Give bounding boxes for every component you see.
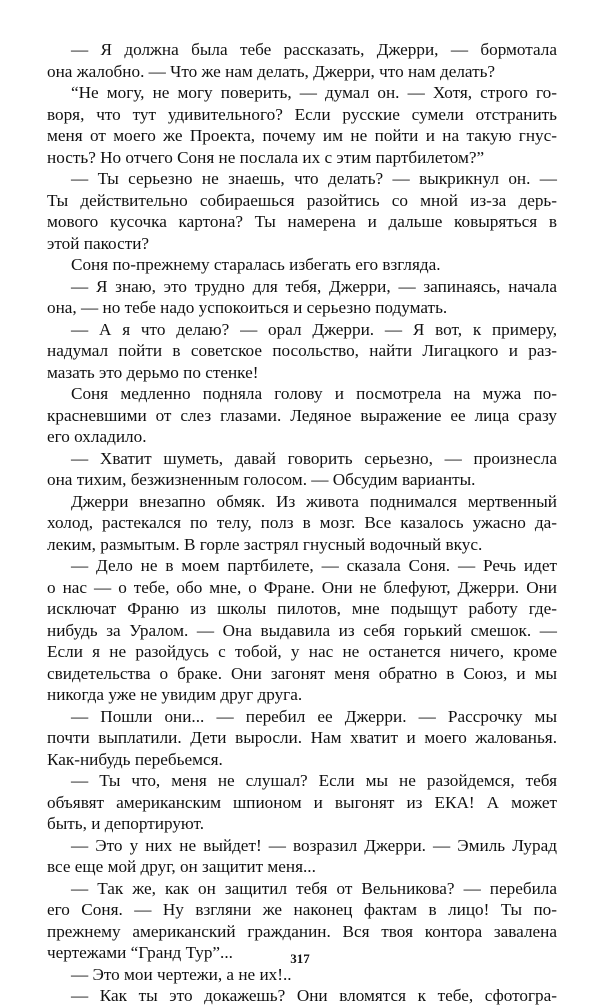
text-line: Ты действительно собираешься разойтись со мной из-за дерь- <box>47 190 557 210</box>
text-line: красневшими от слез глазами. Ледяное выражение ее лица сразу <box>47 405 557 425</box>
text-line: Как-нибудь перебьемся. <box>47 749 223 769</box>
text-line: свидетельства о браке. Они загонят меня обратно в Союз, и мы <box>47 663 557 683</box>
paragraph <box>47 39 557 82</box>
text-line: этой пакости? <box>47 233 150 253</box>
page-number: 317 <box>290 951 310 966</box>
text-line: объявят американским шпионом и выгонят из ЕКА! А может <box>47 792 557 812</box>
paragraph <box>47 835 557 878</box>
text-line: — Дело не в моем партбилете, — сказала Соня. — Речь идет <box>71 556 557 575</box>
paragraph <box>47 276 557 319</box>
text-line: леким, размытым. В горле застрял гнусный водочный вкус. <box>47 534 483 554</box>
paragraph <box>47 985 557 1007</box>
paragraph <box>47 770 557 835</box>
text-line: мазать это дерьмо по стенке! <box>47 362 259 382</box>
text-line: надумал пойти в советское посольство, найти Лигацкого и раз- <box>47 341 557 360</box>
text-line: никогда уже не увидим друг друга. <box>47 685 303 704</box>
text-line: все еще мой друг, он защитит меня... <box>47 857 316 876</box>
paragraph <box>47 254 557 276</box>
text-line: — Я должна была тебе рассказать, Джерри, — бормотала <box>71 40 557 59</box>
paragraph <box>47 319 557 384</box>
text-line: о нас — о тебе, обо мне, о Фране. Они не блефуют, Джерри. Они <box>47 577 557 597</box>
text-line: Если я не разойдусь с тобой, у нас не останется ничего, кроме <box>47 642 557 661</box>
text-line: — Это у них не выйдет! — возразил Джерри. — Эмиль Лурад <box>71 835 557 855</box>
page-text <box>47 39 557 1007</box>
text-line: — Как ты это докажешь? Они вломятся к тебе, сфотогра- <box>71 986 557 1005</box>
text-line: — Так же, как он защитил тебя от Вельникова? — перебила <box>71 878 557 898</box>
text-line: прежнему американский гражданин. Вся твоя контора завалена <box>47 921 557 941</box>
text-line: быть, и депортируют. <box>47 814 205 833</box>
text-line: Джерри внезапно обмяк. Из живота поднимался мертвенный <box>71 491 557 511</box>
text-line: почти выплатили. Дети выросли. Нам хватит и моего жалованья. <box>47 728 557 747</box>
text-line: Соня по-прежнему старалась избегать его взгляда. <box>71 255 441 274</box>
paragraph <box>47 491 557 556</box>
text-line: его охладило. <box>47 427 147 446</box>
paragraph <box>47 82 557 168</box>
paragraph <box>47 448 557 491</box>
text-line: — Я знаю, это трудно для тебя, Джерри, — запинаясь, начала <box>71 276 557 296</box>
text-line: она, — но тебе надо успокоиться и серьезно подумать. <box>47 298 448 317</box>
text-line: — Пошли они... — перебил ее Джерри. — Рассрочку мы <box>71 706 557 726</box>
paragraph <box>47 168 557 254</box>
text-line: — Ты серьезно не знаешь, что делать? — выкрикнул он. — <box>71 169 557 188</box>
text-line: холод, растекался по телу, полз в мозг. Все казалось ужасно да- <box>47 513 557 532</box>
text-line: меня от моего же Проекта, почему им не пойти и на такую гнус- <box>47 126 557 145</box>
book-page <box>47 39 557 1007</box>
text-line: “Не могу, не могу поверить, — думал он. — Хотя, строго го- <box>71 83 557 102</box>
text-line: исключат Франю из школы пилотов, мне подыщут работу где- <box>47 599 557 618</box>
text-line: мового кусочка картона? Ты намерена и дальше ковыряться в <box>47 212 557 231</box>
text-line: — Ты что, меня не слушал? Если мы не разойдемся, тебя <box>71 771 557 790</box>
text-line: — Это мои чертежи, а не их!.. <box>71 964 292 984</box>
paragraph <box>47 706 557 771</box>
paragraph <box>47 555 557 706</box>
text-line: чертежами “Гранд Тур”... <box>47 943 233 962</box>
paragraph <box>47 383 557 448</box>
text-line: она тихим, безжизненным голосом. — Обсудим варианты. <box>47 470 476 489</box>
text-line: ность? Но отчего Соня не послала их с этим партбилетом?” <box>47 147 485 167</box>
text-line: воря, что тут удивительного? Если русские сумели отстранить <box>47 104 557 124</box>
text-line: она жалобно. — Что же нам делать, Джерри, что нам делать? <box>47 61 496 81</box>
text-line: — А я что делаю? — орал Джерри. — Я вот, к примеру, <box>71 319 557 339</box>
text-line: его Соня. — Ну взгляни же наконец фактам в лицо! Ты по- <box>47 900 557 919</box>
text-line: — Хватит шуметь, давай говорить серьезно, — произнесла <box>71 448 557 468</box>
text-line: нибудь за Уралом. — Она выдавила из себя горький смешок. — <box>47 620 557 640</box>
text-line: Соня медленно подняла голову и посмотрела на мужа по- <box>71 384 557 403</box>
